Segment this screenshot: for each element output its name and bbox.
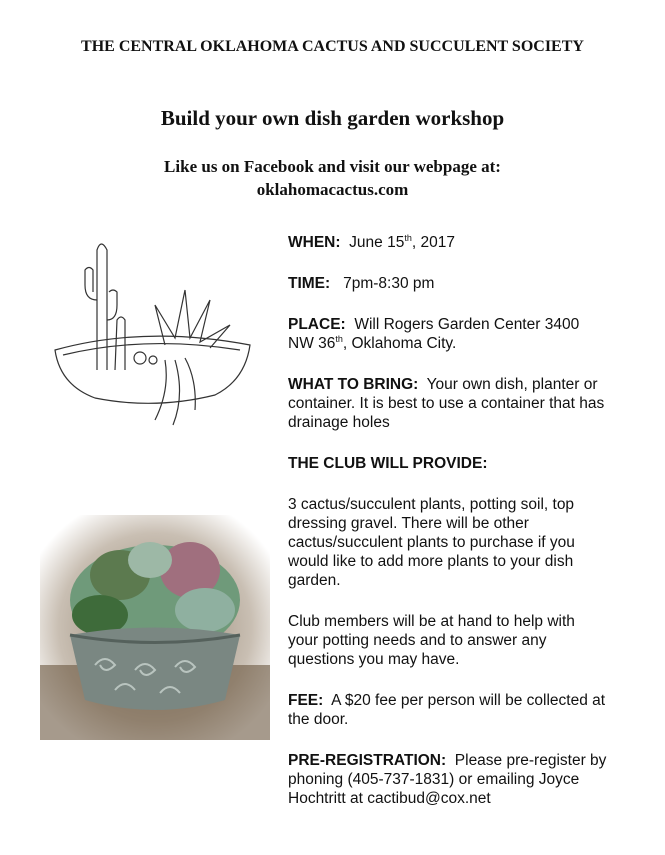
place-tail: , Oklahoma City.	[342, 335, 457, 352]
time-label: TIME:	[288, 275, 331, 292]
when-sup: th	[404, 232, 412, 243]
members-text: Club members will be at hand to help with your potting needs and to answer any questions you may have.	[288, 613, 575, 668]
facebook-text: Like us on Facebook and visit our webpage at:	[164, 157, 501, 176]
workshop-title: Build your own dish garden workshop	[160, 106, 505, 130]
bring-row	[288, 375, 608, 432]
succulent-dish-photo	[40, 515, 270, 740]
provide-label: THE CLUB WILL PROVIDE:	[288, 455, 488, 472]
when-label: WHEN:	[288, 234, 341, 251]
time-row	[288, 274, 608, 293]
facebook-line	[0, 155, 665, 201]
place-value: Will Rogers Garden Center 3400 NW 36	[288, 316, 580, 352]
place-sup: th	[335, 333, 343, 344]
fee-row	[288, 691, 608, 729]
place-label: PLACE:	[288, 316, 346, 333]
prereg-row	[288, 751, 608, 808]
bring-value: Your own dish, planter or container. It is best to use a container that has drainage holes	[288, 376, 605, 431]
prereg-label: PRE-REGISTRATION:	[288, 752, 447, 769]
prereg-value: Please pre-register by phoning (405-737-1831) or emailing Joyce Hochtritt at cactibud@cox.net	[288, 752, 607, 807]
fee-value: A $20 fee per person will be collected at the door.	[288, 692, 606, 728]
when-year: , 2017	[411, 234, 455, 251]
when-row	[288, 233, 608, 252]
event-details	[288, 233, 608, 830]
place-row	[288, 315, 608, 353]
bring-label: WHAT TO BRING:	[288, 376, 419, 393]
time-value: 7pm-8:30 pm	[343, 275, 435, 292]
society-title: THE CENTRAL OKLAHOMA CACTUS AND SUCCULENT SOCIETY	[81, 38, 584, 55]
provide-text: 3 cactus/succulent plants, potting soil, top dressing gravel. There will be other cactus/succulent plants to purchase if you would like to add more plants to your dish garden.	[288, 496, 575, 589]
provide-row	[288, 454, 608, 473]
when-value: June 15	[349, 234, 405, 251]
dish-garden-sketch	[45, 230, 260, 445]
website-link[interactable]: oklahomacactus.com	[256, 180, 409, 199]
fee-label: FEE:	[288, 692, 324, 709]
